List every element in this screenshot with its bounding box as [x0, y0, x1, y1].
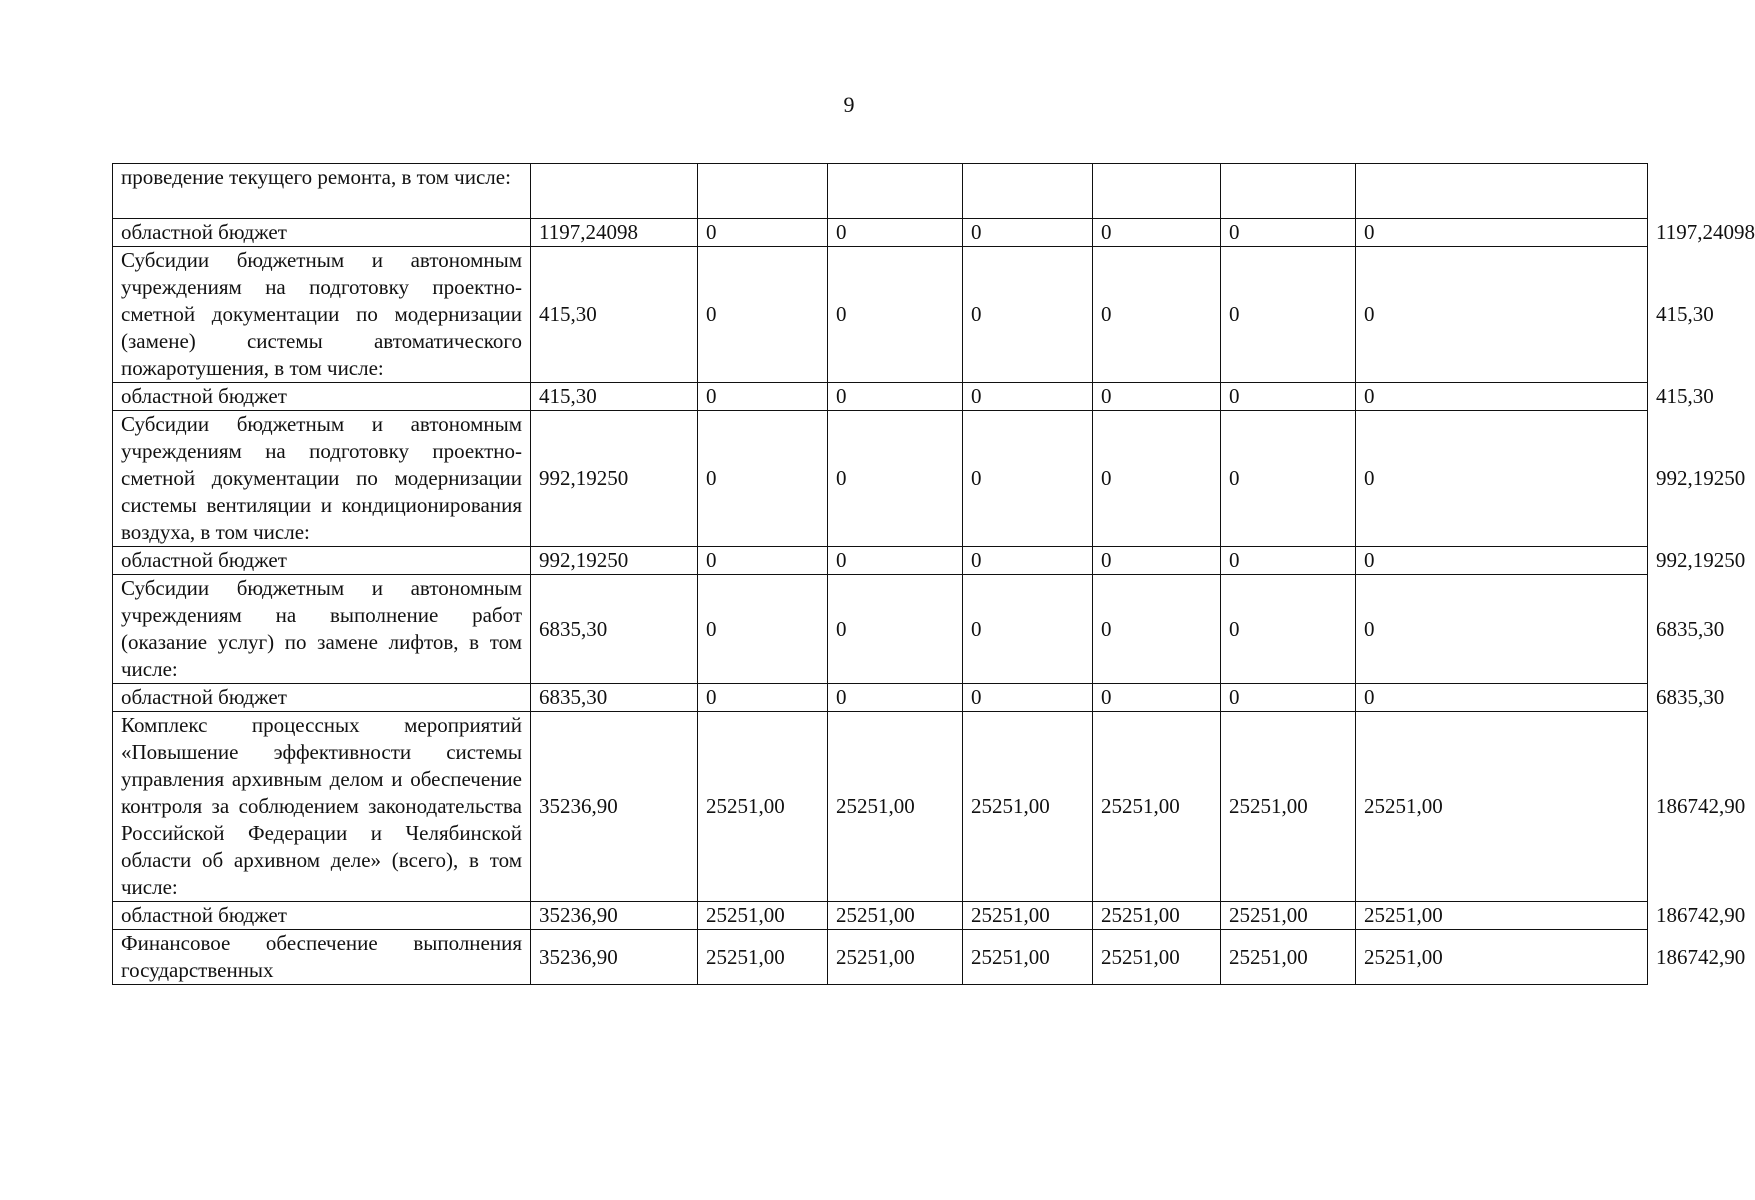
value-cell: 0	[828, 547, 963, 575]
row-description: Субсидии бюджетным и автономным учреждениям на выполнение работ (оказание услуг) по замене лифтов, в том числе:	[113, 575, 531, 684]
value-cell: 25251,00	[1356, 712, 1648, 902]
value-cell: 25251,00	[1356, 930, 1648, 985]
value-cell: 25251,00	[1093, 930, 1221, 985]
value-cell	[698, 164, 828, 219]
value-cell: 0	[963, 547, 1093, 575]
value-cell: 0	[1356, 219, 1648, 247]
table-row: областной бюджет 415,30 0 0 0 0 0 0 415,30	[113, 383, 1648, 411]
value-cell	[1356, 164, 1648, 219]
value-cell: 0	[1221, 547, 1356, 575]
value-cell: 0	[1356, 575, 1648, 684]
value-cell: 0	[1093, 247, 1221, 383]
value-cell: 35236,90	[531, 712, 698, 902]
value-cell: 25251,00	[1221, 712, 1356, 902]
value-cell	[531, 164, 698, 219]
value-cell: 0	[698, 247, 828, 383]
value-cell: 0	[1356, 547, 1648, 575]
table-row: Субсидии бюджетным и автономным учреждениям на выполнение работ (оказание услуг) по замене лифтов, в том числе: 6835,30 0 0 0 0 0 0 6835,30	[113, 575, 1648, 684]
value-cell: 0	[963, 684, 1093, 712]
value-cell: 35236,90	[531, 902, 698, 930]
value-cell: 0	[1356, 684, 1648, 712]
value-cell: 25251,00	[1356, 902, 1648, 930]
budget-table	[112, 163, 1755, 985]
value-cell: 0	[1221, 219, 1356, 247]
value-cell: 0	[698, 684, 828, 712]
value-cell: 0	[963, 575, 1093, 684]
value-cell: 0	[698, 219, 828, 247]
value-cell: 992,19250	[531, 411, 698, 547]
table-body	[113, 164, 1755, 985]
value-cell: 0	[828, 575, 963, 684]
row-description: Комплекс процессных мероприятий «Повышение эффективности системы управления архивным делом и обеспечение контроля за соблюдением законодательства Российской Федерации и Челябинской области об архивном деле» (всего), в том числе:	[113, 712, 531, 902]
value-cell: 6835,30	[531, 575, 698, 684]
table-row: областной бюджет 1197,24098 0 0 0 0 0 0 1197,24098	[113, 219, 1648, 247]
value-cell: 25251,00	[698, 902, 828, 930]
value-cell: 0	[1093, 383, 1221, 411]
row-description: областной бюджет	[113, 547, 531, 575]
value-cell: 0	[963, 219, 1093, 247]
table-row: областной бюджет 35236,90 25251,00 25251,00 25251,00 25251,00 25251,00 25251,00 186742,90	[113, 902, 1648, 930]
value-cell: 25251,00	[698, 712, 828, 902]
row-description: областной бюджет	[113, 684, 531, 712]
value-cell: 25251,00	[1221, 930, 1356, 985]
row-description: областной бюджет	[113, 219, 531, 247]
value-cell: 0	[1093, 547, 1221, 575]
value-cell: 25251,00	[1093, 902, 1221, 930]
value-cell	[963, 164, 1093, 219]
value-cell: 0	[1093, 575, 1221, 684]
value-cell: 0	[698, 575, 828, 684]
value-cell: 415,30	[531, 247, 698, 383]
value-cell: 0	[1356, 247, 1648, 383]
value-cell: 0	[1093, 219, 1221, 247]
value-cell: 25251,00	[828, 930, 963, 985]
value-cell: 0	[828, 383, 963, 411]
value-cell: 25251,00	[828, 712, 963, 902]
value-cell: 25251,00	[698, 930, 828, 985]
value-cell: 0	[828, 684, 963, 712]
value-cell: 0	[698, 547, 828, 575]
value-cell: 0	[1093, 411, 1221, 547]
value-cell: 0	[828, 219, 963, 247]
value-cell: 25251,00	[963, 712, 1093, 902]
value-cell: 0	[1356, 411, 1648, 547]
value-cell: 0	[963, 247, 1093, 383]
value-cell: 1197,24098	[531, 219, 698, 247]
row-description: областной бюджет	[113, 383, 531, 411]
value-cell: 35236,90	[531, 930, 698, 985]
value-cell: 0	[828, 247, 963, 383]
table-row: областной бюджет 6835,30 0 0 0 0 0 0 6835,30	[113, 684, 1648, 712]
row-description: проведение текущего ремонта, в том числе:	[113, 164, 531, 219]
page-number: 9	[843, 92, 855, 117]
row-description: Субсидии бюджетным и автономным учреждениям на подготовку проектно-сметной документации по модернизации системы вентиляции и кондиционирования воздуха, в том числе:	[113, 411, 531, 547]
value-cell	[1221, 164, 1356, 219]
value-cell: 0	[1221, 684, 1356, 712]
row-description: Субсидии бюджетным и автономным учреждениям на подготовку проектно-сметной документации по модернизации (замене) системы автоматического пожаротушения, в том числе:	[113, 247, 531, 383]
table-row: Субсидии бюджетным и автономным учреждениям на подготовку проектно-сметной документации по модернизации системы вентиляции и кондиционирования воздуха, в том числе: 992,19250 0 0 0 0 0 0 992,19250	[113, 411, 1648, 547]
value-cell: 25251,00	[1093, 712, 1221, 902]
value-cell: 0	[1221, 247, 1356, 383]
value-cell: 0	[963, 411, 1093, 547]
value-cell: 25251,00	[1221, 902, 1356, 930]
value-cell: 0	[1221, 575, 1356, 684]
value-cell: 0	[1356, 383, 1648, 411]
value-cell: 0	[828, 411, 963, 547]
table-row: областной бюджет 992,19250 0 0 0 0 0 0 992,19250	[113, 547, 1648, 575]
value-cell: 0	[1093, 684, 1221, 712]
value-cell: 0	[698, 411, 828, 547]
table-row: Финансовое обеспечение выполнения государственных 35236,90 25251,00 25251,00 25251,00 25251,00 25251,00 25251,00 186742,90	[113, 930, 1648, 985]
value-cell: 0	[963, 383, 1093, 411]
table-row: Субсидии бюджетным и автономным учреждениям на подготовку проектно-сметной документации по модернизации (замене) системы автоматического пожаротушения, в том числе: 415,30 0 0 0 0 0 0 415,30	[113, 247, 1648, 383]
value-cell: 6835,30	[531, 684, 698, 712]
row-description: Финансовое обеспечение выполнения государственных	[113, 930, 531, 985]
value-cell: 0	[1221, 383, 1356, 411]
value-cell: 25251,00	[963, 902, 1093, 930]
table-row: Комплекс процессных мероприятий «Повышение эффективности системы управления архивным делом и обеспечение контроля за соблюдением законодательства Российской Федерации и Челябинской области об архивном деле» (всего), в том числе: 35236,90 25251,00 25251,00 25251,00 25251,00 25251,00 25251,00 186742,90	[113, 712, 1648, 902]
value-cell: 25251,00	[828, 902, 963, 930]
table-row	[113, 164, 1648, 219]
value-cell	[1093, 164, 1221, 219]
value-cell: 415,30	[531, 383, 698, 411]
row-description: областной бюджет	[113, 902, 531, 930]
value-cell: 0	[1221, 411, 1356, 547]
value-cell: 992,19250	[531, 547, 698, 575]
value-cell	[828, 164, 963, 219]
value-cell: 25251,00	[963, 930, 1093, 985]
value-cell: 0	[698, 383, 828, 411]
